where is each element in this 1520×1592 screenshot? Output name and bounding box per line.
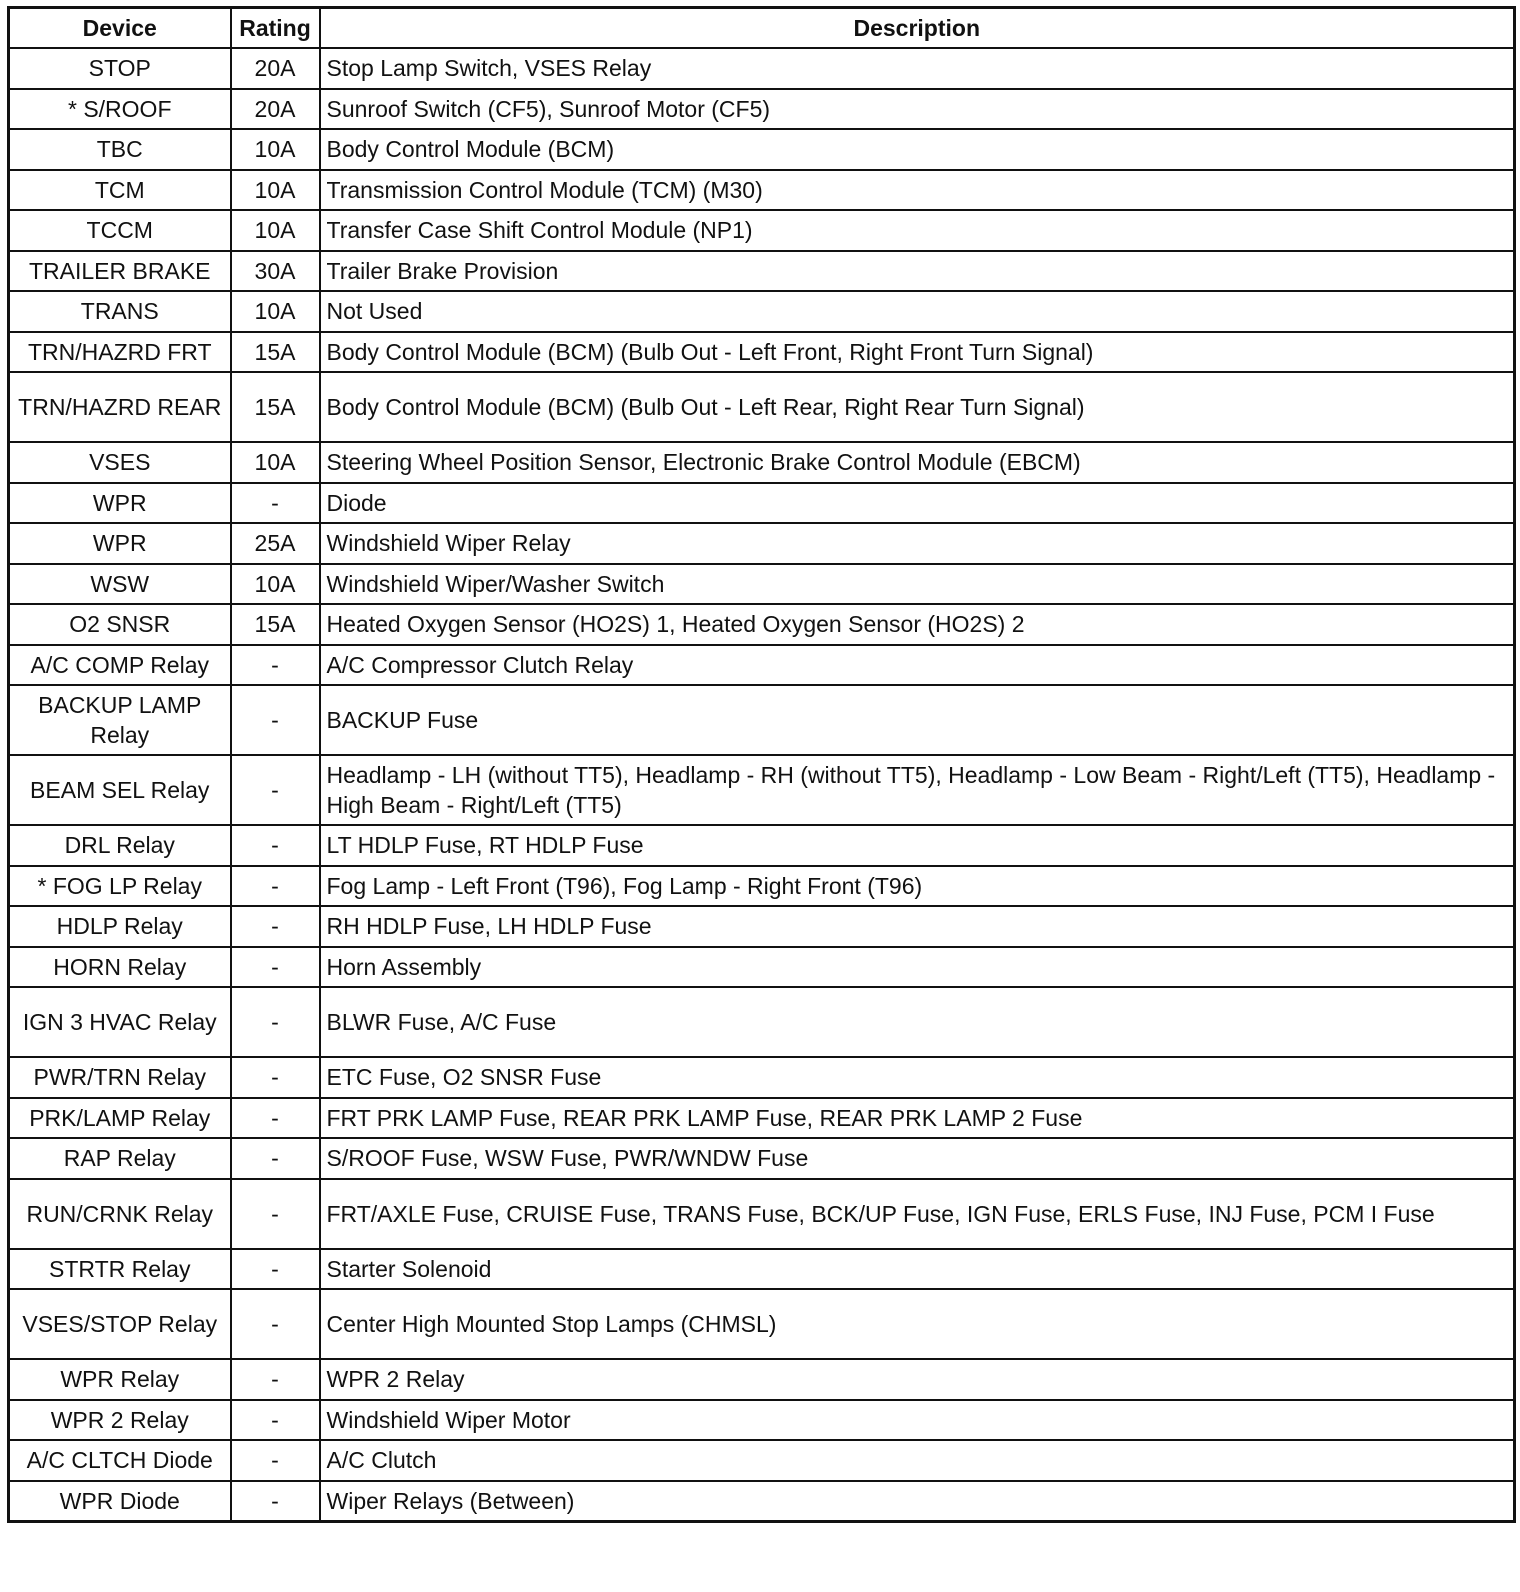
- rating-cell: 10A: [231, 442, 320, 483]
- description-cell: Windshield Wiper Motor: [320, 1400, 1515, 1441]
- rating-cell: 10A: [231, 129, 320, 170]
- rating-cell: -: [231, 906, 320, 947]
- device-cell: O2 SNSR: [9, 604, 231, 645]
- rating-cell: -: [231, 1057, 320, 1098]
- description-cell: Body Control Module (BCM): [320, 129, 1515, 170]
- device-cell: TCCM: [9, 210, 231, 251]
- fuse-relay-table: [7, 6, 1516, 1523]
- rating-cell: -: [231, 1138, 320, 1179]
- table-row: [9, 685, 1515, 755]
- description-cell: Transfer Case Shift Control Module (NP1): [320, 210, 1515, 251]
- description-cell: Starter Solenoid: [320, 1249, 1515, 1290]
- device-cell: WPR 2 Relay: [9, 1400, 231, 1441]
- device-cell: STOP: [9, 48, 231, 89]
- device-cell: TRN/HAZRD FRT: [9, 332, 231, 373]
- table-row: [9, 251, 1515, 292]
- rating-cell: -: [231, 1289, 320, 1359]
- table-row: [9, 564, 1515, 605]
- table-row: [9, 89, 1515, 130]
- rating-cell: -: [231, 987, 320, 1057]
- table-row: [9, 645, 1515, 686]
- description-cell: RH HDLP Fuse, LH HDLP Fuse: [320, 906, 1515, 947]
- table-row: [9, 291, 1515, 332]
- device-cell: STRTR Relay: [9, 1249, 231, 1290]
- device-cell: VSES: [9, 442, 231, 483]
- description-cell: Transmission Control Module (TCM) (M30): [320, 170, 1515, 211]
- description-cell: Not Used: [320, 291, 1515, 332]
- device-cell: TBC: [9, 129, 231, 170]
- rating-cell: -: [231, 1440, 320, 1481]
- fuse-table-container: [7, 6, 1513, 1523]
- table-row: [9, 866, 1515, 907]
- description-cell: A/C Compressor Clutch Relay: [320, 645, 1515, 686]
- table-row: [9, 48, 1515, 89]
- device-cell: BACKUP LAMP Relay: [9, 685, 231, 755]
- device-cell: TCM: [9, 170, 231, 211]
- rating-cell: 10A: [231, 210, 320, 251]
- description-cell: Diode: [320, 483, 1515, 524]
- table-header: [9, 8, 1515, 49]
- device-cell: IGN 3 HVAC Relay: [9, 987, 231, 1057]
- device-cell: * S/ROOF: [9, 89, 231, 130]
- table-row: [9, 210, 1515, 251]
- description-cell: Wiper Relays (Between): [320, 1481, 1515, 1522]
- table-row: [9, 523, 1515, 564]
- table-row: [9, 906, 1515, 947]
- table-body: [9, 48, 1515, 1522]
- rating-cell: -: [231, 755, 320, 825]
- rating-cell: -: [231, 1481, 320, 1522]
- device-cell: HDLP Relay: [9, 906, 231, 947]
- rating-cell: -: [231, 645, 320, 686]
- table-row: [9, 129, 1515, 170]
- rating-cell: -: [231, 825, 320, 866]
- table-row: [9, 170, 1515, 211]
- table-row: [9, 1359, 1515, 1400]
- description-cell: S/ROOF Fuse, WSW Fuse, PWR/WNDW Fuse: [320, 1138, 1515, 1179]
- device-cell: WPR: [9, 483, 231, 524]
- rating-cell: -: [231, 685, 320, 755]
- description-cell: BACKUP Fuse: [320, 685, 1515, 755]
- description-cell: Headlamp - LH (without TT5), Headlamp - RH (without TT5), Headlamp - Low Beam - Right/Left (TT5), Headlamp - High Beam - Right/Left (TT5): [320, 755, 1515, 825]
- device-cell: TRN/HAZRD REAR: [9, 372, 231, 442]
- table-row: [9, 372, 1515, 442]
- table-row: [9, 1179, 1515, 1249]
- table-row: [9, 442, 1515, 483]
- device-cell: HORN Relay: [9, 947, 231, 988]
- rating-cell: 10A: [231, 291, 320, 332]
- rating-cell: 20A: [231, 89, 320, 130]
- device-cell: DRL Relay: [9, 825, 231, 866]
- description-cell: BLWR Fuse, A/C Fuse: [320, 987, 1515, 1057]
- table-row: [9, 483, 1515, 524]
- description-cell: ETC Fuse, O2 SNSR Fuse: [320, 1057, 1515, 1098]
- description-cell: A/C Clutch: [320, 1440, 1515, 1481]
- table-row: [9, 1098, 1515, 1139]
- table-row: [9, 755, 1515, 825]
- table-row: [9, 1057, 1515, 1098]
- description-cell: FRT PRK LAMP Fuse, REAR PRK LAMP Fuse, REAR PRK LAMP 2 Fuse: [320, 1098, 1515, 1139]
- rating-cell: -: [231, 483, 320, 524]
- table-row: [9, 1481, 1515, 1522]
- description-cell: Sunroof Switch (CF5), Sunroof Motor (CF5): [320, 89, 1515, 130]
- device-cell: A/C CLTCH Diode: [9, 1440, 231, 1481]
- rating-cell: 15A: [231, 372, 320, 442]
- rating-cell: -: [231, 1249, 320, 1290]
- description-cell: Horn Assembly: [320, 947, 1515, 988]
- device-cell: WPR Relay: [9, 1359, 231, 1400]
- rating-cell: 20A: [231, 48, 320, 89]
- rating-cell: 25A: [231, 523, 320, 564]
- description-cell: FRT/AXLE Fuse, CRUISE Fuse, TRANS Fuse, BCK/UP Fuse, IGN Fuse, ERLS Fuse, INJ Fuse, PCM I Fuse: [320, 1179, 1515, 1249]
- table-row: [9, 947, 1515, 988]
- rating-cell: 30A: [231, 251, 320, 292]
- column-header-rating: Rating: [231, 8, 320, 49]
- device-cell: WPR Diode: [9, 1481, 231, 1522]
- description-cell: Trailer Brake Provision: [320, 251, 1515, 292]
- description-cell: Stop Lamp Switch, VSES Relay: [320, 48, 1515, 89]
- rating-cell: 15A: [231, 332, 320, 373]
- table-row: [9, 987, 1515, 1057]
- device-cell: TRAILER BRAKE: [9, 251, 231, 292]
- device-cell: VSES/STOP Relay: [9, 1289, 231, 1359]
- table-row: [9, 332, 1515, 373]
- description-cell: Windshield Wiper Relay: [320, 523, 1515, 564]
- rating-cell: -: [231, 866, 320, 907]
- table-row: [9, 825, 1515, 866]
- rating-cell: -: [231, 1098, 320, 1139]
- rating-cell: -: [231, 947, 320, 988]
- device-cell: A/C COMP Relay: [9, 645, 231, 686]
- device-cell: TRANS: [9, 291, 231, 332]
- rating-cell: -: [231, 1179, 320, 1249]
- description-cell: WPR 2 Relay: [320, 1359, 1515, 1400]
- table-row: [9, 1289, 1515, 1359]
- description-cell: Steering Wheel Position Sensor, Electronic Brake Control Module (EBCM): [320, 442, 1515, 483]
- description-cell: Body Control Module (BCM) (Bulb Out - Left Front, Right Front Turn Signal): [320, 332, 1515, 373]
- device-cell: PRK/LAMP Relay: [9, 1098, 231, 1139]
- device-cell: WSW: [9, 564, 231, 605]
- device-cell: RUN/CRNK Relay: [9, 1179, 231, 1249]
- rating-cell: -: [231, 1359, 320, 1400]
- table-row: [9, 604, 1515, 645]
- table-row: [9, 1249, 1515, 1290]
- rating-cell: 10A: [231, 564, 320, 605]
- device-cell: BEAM SEL Relay: [9, 755, 231, 825]
- rating-cell: -: [231, 1400, 320, 1441]
- rating-cell: 10A: [231, 170, 320, 211]
- description-cell: Body Control Module (BCM) (Bulb Out - Left Rear, Right Rear Turn Signal): [320, 372, 1515, 442]
- description-cell: Fog Lamp - Left Front (T96), Fog Lamp - Right Front (T96): [320, 866, 1515, 907]
- description-cell: LT HDLP Fuse, RT HDLP Fuse: [320, 825, 1515, 866]
- device-cell: PWR/TRN Relay: [9, 1057, 231, 1098]
- description-cell: Heated Oxygen Sensor (HO2S) 1, Heated Oxygen Sensor (HO2S) 2: [320, 604, 1515, 645]
- table-row: [9, 1400, 1515, 1441]
- column-header-description: Description: [320, 8, 1515, 49]
- device-cell: WPR: [9, 523, 231, 564]
- table-row: [9, 1440, 1515, 1481]
- device-cell: RAP Relay: [9, 1138, 231, 1179]
- table-row: [9, 1138, 1515, 1179]
- description-cell: Windshield Wiper/Washer Switch: [320, 564, 1515, 605]
- description-cell: Center High Mounted Stop Lamps (CHMSL): [320, 1289, 1515, 1359]
- rating-cell: 15A: [231, 604, 320, 645]
- device-cell: * FOG LP Relay: [9, 866, 231, 907]
- column-header-device: Device: [9, 8, 231, 49]
